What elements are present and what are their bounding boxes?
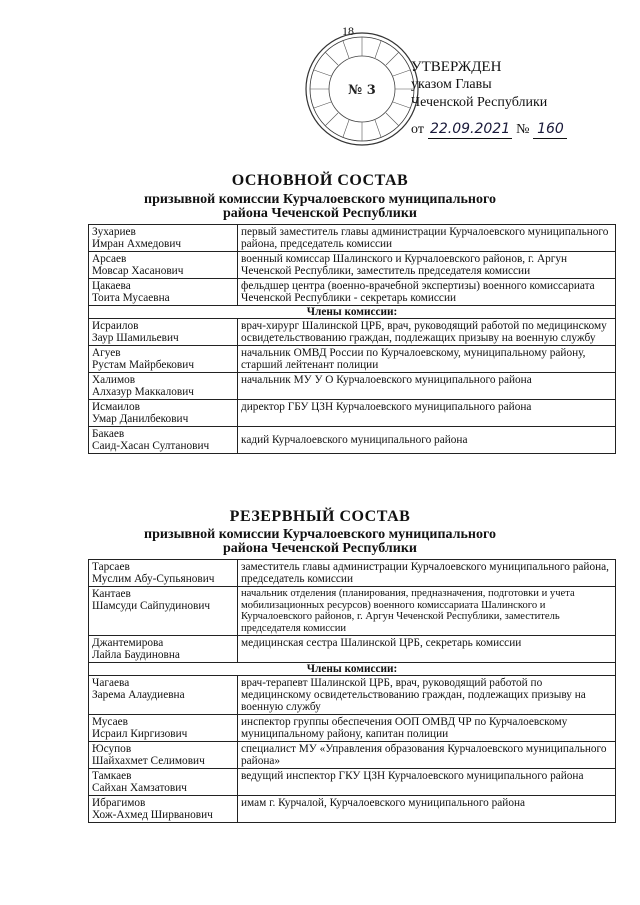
approval-block <box>411 58 567 139</box>
decree-number: 160 <box>533 120 567 139</box>
table-row <box>89 742 616 769</box>
number-prefix: № <box>516 122 530 137</box>
member-given-name: Заур Шамильевич <box>92 332 179 344</box>
table-row <box>89 279 616 306</box>
table-row <box>89 427 616 454</box>
member-surname: Мусаев <box>92 716 128 728</box>
member-role: первый заместитель главы администрации Курчалоевского муниципального района, председатель комиссии <box>238 225 616 252</box>
member-name <box>89 587 238 636</box>
member-role: врач-хирург Шалинской ЦРБ, врач, руководящий работой по медицинскому освидетельствованию граждан, подлежащих призыву на военную службу <box>238 319 616 346</box>
member-name <box>89 796 238 823</box>
table-row <box>89 319 616 346</box>
member-name <box>89 252 238 279</box>
member-role: кадий Курчалоевского муниципального района <box>238 427 616 454</box>
member-role: ведущий инспектор ГКУ ЦЗН Курчалоевского муниципального района <box>238 769 616 796</box>
member-name <box>89 279 238 306</box>
date-prefix: от <box>411 122 424 137</box>
members-header-row <box>89 306 616 319</box>
member-role: директор ГБУ ЦЗН Курчалоевского муниципального района <box>238 400 616 427</box>
table-row <box>89 373 616 400</box>
member-name <box>89 676 238 715</box>
member-surname: Кантаев <box>92 588 131 600</box>
member-surname: Тарсаев <box>92 561 130 573</box>
member-name <box>89 400 238 427</box>
table-row <box>89 346 616 373</box>
member-role: начальник МУ У О Курчалоевского муниципального района <box>238 373 616 400</box>
main-subtitle-line2: района Чеченской Республики <box>223 206 417 221</box>
member-surname: Джантемирова <box>92 637 164 649</box>
member-surname: Юсупов <box>92 743 132 755</box>
member-surname: Чагаева <box>92 677 130 689</box>
member-name <box>89 373 238 400</box>
approval-heading: УТВЕРЖДЕН <box>411 59 502 75</box>
member-role: имам г. Курчалой, Курчалоевского муниципального района <box>238 796 616 823</box>
member-surname: Бакаев <box>92 428 125 440</box>
member-given-name: Саид-Хасан Султанович <box>92 440 210 452</box>
approval-date-line <box>411 120 567 139</box>
member-surname: Исмаилов <box>92 401 140 413</box>
member-surname: Зухариев <box>92 226 136 238</box>
members-label: Члены комиссии: <box>89 663 616 676</box>
table-row <box>89 796 616 823</box>
member-name <box>89 715 238 742</box>
member-surname: Ибрагимов <box>92 797 146 809</box>
member-role: начальник ОМВД России по Курчалоевскому, муниципальному району, старший лейтенант полиции <box>238 346 616 373</box>
member-role: заместитель главы администрации Курчалоевского муниципального района, председатель комиссии <box>238 560 616 587</box>
table-row <box>89 769 616 796</box>
table-row <box>89 587 616 636</box>
member-given-name: Шамсуди Сайпудинович <box>92 600 211 612</box>
reserve-section-title: РЕЗЕРВНЫЙ СОСТАВ <box>229 508 411 525</box>
member-given-name: Зарема Алаудиевна <box>92 689 185 701</box>
member-given-name: Шайхахмет Селимович <box>92 755 205 767</box>
reserve-roster-table <box>88 559 616 823</box>
table-row <box>89 225 616 252</box>
member-role: медицинская сестра Шалинской ЦРБ, секретарь комиссии <box>238 636 616 663</box>
member-given-name: Алхазур Маккалович <box>92 386 194 398</box>
table-row <box>89 636 616 663</box>
members-header-row <box>89 663 616 676</box>
table-row <box>89 400 616 427</box>
reserve-subtitle-line2: района Чеченской Республики <box>223 541 417 556</box>
member-given-name: Лайла Баудиновна <box>92 649 180 661</box>
member-role: специалист МУ «Управления образования Курчалоевского муниципального района» <box>238 742 616 769</box>
member-name <box>89 319 238 346</box>
reserve-subtitle-line1: призывной комиссии Курчалоевского муниципального <box>144 527 496 542</box>
members-label: Члены комиссии: <box>89 306 616 319</box>
member-surname: Арсаев <box>92 253 127 265</box>
table-row <box>89 560 616 587</box>
table-row <box>89 715 616 742</box>
main-subtitle-line1: призывной комиссии Курчалоевского муниципального <box>144 192 496 207</box>
approval-authority: Чеченской Республики <box>411 95 548 110</box>
member-name <box>89 225 238 252</box>
member-role: военный комиссар Шалинского и Курчалоевского районов, г. Аргун Чеченской Республики, заместитель председателя комиссии <box>238 252 616 279</box>
member-given-name: Исраил Киргизович <box>92 728 188 740</box>
official-seal <box>303 30 421 148</box>
member-role: врач-терапевт Шалинской ЦРБ, врач, руководящий работой по медицинскому освидетельствованию граждан, подлежащих призыву на военную службу <box>238 676 616 715</box>
member-role: начальник отделения (планирования, предназначения, подготовки и учета мобилизационных ресурсов) военного комиссариата Шалинского и Курчалоевского районов, г. Аргун Чеченской Республики, заместитель председателя комиссии <box>238 587 616 636</box>
member-name <box>89 769 238 796</box>
page-number: 18 <box>342 24 354 38</box>
member-given-name: Рустам Майрбекович <box>92 359 194 371</box>
table-row <box>89 676 616 715</box>
member-given-name: Мовсар Хасанович <box>92 265 184 277</box>
member-name <box>89 346 238 373</box>
member-name <box>89 636 238 663</box>
table-row <box>89 252 616 279</box>
member-surname: Агуев <box>92 347 121 359</box>
approval-decree: указом Главы <box>411 77 492 92</box>
member-name <box>89 742 238 769</box>
member-given-name: Хож-Ахмед Ширванович <box>92 809 213 821</box>
member-given-name: Сайхан Хамзатович <box>92 782 187 794</box>
member-given-name: Муслим Абу-Супьянович <box>92 573 215 585</box>
member-given-name: Тоита Мусаевна <box>92 292 170 304</box>
main-roster-table <box>88 224 616 454</box>
member-surname: Исраилов <box>92 320 139 332</box>
member-surname: Цакаева <box>92 280 131 292</box>
member-name <box>89 427 238 454</box>
member-role: фельдшер центра (военно-врачебной экспертизы) военного комиссариата Чеченской Республики - секретарь комиссии <box>238 279 616 306</box>
member-name <box>89 560 238 587</box>
member-given-name: Умар Данилбекович <box>92 413 189 425</box>
member-role: инспектор группы обеспечения ООП ОМВД ЧР по Курчалоевскому муниципальному району, капитан полиции <box>238 715 616 742</box>
member-given-name: Имран Ахмедович <box>92 238 182 250</box>
decree-date: 22.09.2021 <box>429 121 511 137</box>
main-section-title: ОСНОВНОЙ СОСТАВ <box>231 172 409 189</box>
member-surname: Халимов <box>92 374 136 386</box>
member-surname: Тамкаев <box>92 770 132 782</box>
svg-text:№ 3: № 3 <box>348 83 376 98</box>
